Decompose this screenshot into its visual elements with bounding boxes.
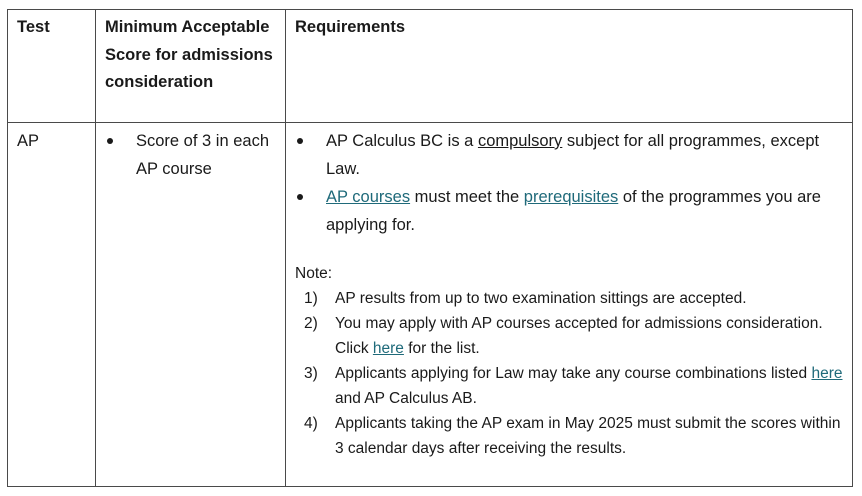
req1-pre: AP Calculus BC is a: [326, 132, 478, 150]
requirements-table: [7, 9, 853, 487]
notes-list: [295, 286, 843, 461]
table-row: [8, 123, 853, 487]
cell-min-score: [96, 123, 286, 487]
note-number: 1): [304, 290, 318, 307]
note-number: 4): [304, 415, 318, 432]
ap-courses-link[interactable]: AP courses: [326, 188, 411, 206]
req2-mid: must meet the: [410, 188, 524, 206]
requirement-bullet-1: [295, 127, 843, 183]
note-item-1: [295, 286, 843, 311]
note-number: 2): [304, 315, 318, 332]
note-text-pre: You may apply with AP courses accepted for admissions consideration. Click: [335, 315, 823, 357]
compulsory-text: compulsory: [477, 132, 563, 150]
here-link-list[interactable]: here: [372, 340, 404, 357]
note-number: 3): [304, 365, 318, 382]
note-text-pre: Applicants applying for Law may take any course combinations listed: [335, 365, 812, 382]
cell-test: AP: [8, 123, 96, 487]
note-text-post: and AP Calculus AB.: [335, 390, 477, 407]
header-min-score: Minimum Acceptable Score for admissions consideration: [96, 10, 286, 123]
note-text-post: for the list.: [403, 340, 480, 357]
header-row: [8, 10, 853, 123]
cell-requirements: [286, 123, 853, 487]
min-score-bullet: Score of 3 in each AP course: [105, 127, 276, 183]
note-label: Note:: [295, 265, 333, 282]
requirement-bullet-2: [295, 183, 843, 239]
header-requirements: Requirements: [286, 10, 853, 123]
prerequisites-link[interactable]: prerequisites: [523, 188, 619, 206]
note-text: AP results from up to two examination sittings are accepted.: [335, 290, 747, 307]
req2-post: of the programmes you are applying for.: [326, 188, 821, 234]
here-link-law[interactable]: here: [811, 365, 843, 382]
note-item-3: [295, 361, 843, 411]
note-text: Applicants taking the AP exam in May 2025 must submit the scores within 3 calendar days after receiving the results.: [335, 415, 841, 457]
note-item-2: [295, 311, 843, 361]
req1-post: subject for all programmes, except Law.: [326, 132, 820, 178]
header-test: Test: [8, 10, 96, 123]
note-item-4: [295, 411, 843, 461]
